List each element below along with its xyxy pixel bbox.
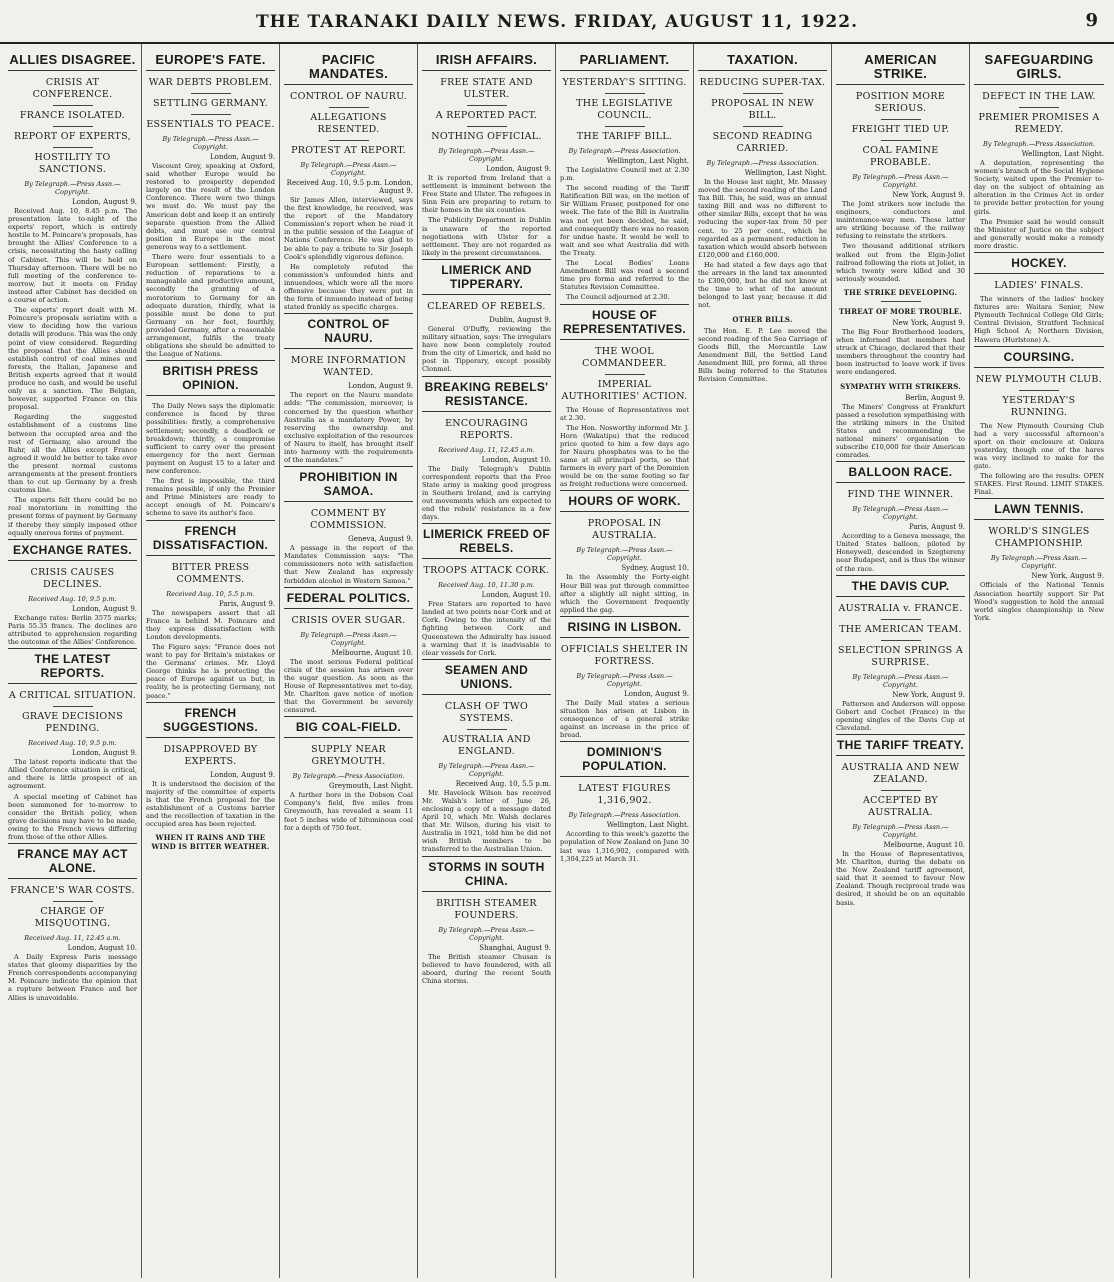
article-subhead: FRANCE ISOLATED. xyxy=(19,110,126,121)
article-location: Geneva, August 9. xyxy=(348,535,413,544)
article-paragraph: He had stated a few days ago that the arrears in the land tax amounted to £300,000, but he did not know at the time to what of the amount belonged to last year, because it did not. xyxy=(698,260,827,310)
article-location: New York, August 9. xyxy=(892,191,965,199)
article-paragraph: The Publicity Department in Dublin is unaware of the reported negotiations with Ulster for a settlement. They are not regarded as likely in the present circumstances. xyxy=(422,216,551,257)
article-dateline: By Telegraph.—Press Assn.—Copyright. xyxy=(852,173,949,189)
article-subhead: AUSTRALIA AND ENGLAND. xyxy=(442,733,531,757)
article-subhead: SUPPLY NEAR GREYMOUTH. xyxy=(311,744,386,768)
article-dateline: Received Aug. 10, 9.5 p.m. xyxy=(28,594,117,603)
article-paragraph: General O'Duffy, reviewing the military situation, says: The irregulars have now been completely routed from the city of Limerick, and held no post in Tipperary, except possibly Clonmel. xyxy=(422,324,551,374)
article-subhead: CHARGE OF MISQUOTING. xyxy=(34,906,111,930)
article-headline: THE LATEST REPORTS. xyxy=(8,648,137,684)
news-column xyxy=(418,44,556,1278)
article-dateline: By Telegraph.—Press Association. xyxy=(568,147,681,155)
article-location: London, August 10. xyxy=(67,944,137,953)
article-subhead: REDUCING SUPER-TAX. xyxy=(699,77,826,88)
article-paragraph: The newspapers assert that all France is behind M. Poincare and they express dissatisfaction with London developments. xyxy=(146,608,275,641)
article-paragraph: A passage in the report of the Mandates Commission says: "The commissioners note with satisfaction that New Zealand has expressly forbidden alcohol in Western Samoa." xyxy=(284,544,413,585)
divider-rule xyxy=(605,126,645,127)
article-headline: LIMERICK AND TIPPERARY. xyxy=(422,259,551,295)
article-subhead: HOSTILITY TO SANCTIONS. xyxy=(34,152,111,175)
article-paragraph: Regarding the suggested establishment of a customs line between the occupied area and the rest of Germany, also around the Ruhr, all the Allies except France agreed it would be better to take over the present normal customs arrangements at the present frontiers than to cut up Germany by a fresh customs line. xyxy=(8,413,137,495)
divider-rule xyxy=(53,901,93,902)
article-paragraph: The following are the results: OPEN STAKES. First Round. LIMIT STAKES. Final. xyxy=(974,472,1104,497)
article-subhead: CLEARED OF REBELS. xyxy=(427,300,546,312)
article-location: Shanghai, August 9. xyxy=(479,943,551,952)
article-paragraph: A further bore in the Dobson Coal Company's field, five miles from Greymouth, has revealed a seam 11 feet 5 inches wide of bituminous coal for a depth of 750 feet. xyxy=(284,791,413,832)
article-location: London, August 9. xyxy=(486,165,551,173)
article-subhead: MORE INFORMATION WANTED. xyxy=(290,355,407,379)
article-subhead: OTHER BILLS. xyxy=(732,314,793,324)
divider-rule xyxy=(53,126,93,127)
article-location: London, August 9. xyxy=(348,382,413,391)
article-dateline: By Telegraph.—Press Assn.—Copyright. xyxy=(300,161,397,177)
article-subhead: YESTERDAY'S RUNNING. xyxy=(1002,394,1076,418)
page-number: 9 xyxy=(1085,10,1098,31)
article-dateline: Received Aug. 10, 5.5 p.m. xyxy=(166,589,255,598)
article-paragraph: It is reported from Ireland that a settlement is imminent between the Free State and Ulster. The refugees in Sinn Fein are preparing to return to their homes in the six counties. xyxy=(422,174,551,215)
article-subhead: DISAPPROVED BY EXPERTS. xyxy=(163,743,258,767)
article-headline: COURSING. xyxy=(974,346,1104,368)
article-dateline: By Telegraph.—Press Assn.—Copyright. xyxy=(162,135,259,151)
article-subhead: COMMENT BY COMMISSION. xyxy=(310,508,387,532)
divider-rule xyxy=(467,105,507,106)
article-location: London, August 9. xyxy=(210,770,275,779)
article-dateline: By Telegraph.—Press Assn.—Copyright. xyxy=(852,823,949,839)
article-subhead: LATEST FIGURES 1,316,902. xyxy=(578,783,671,807)
article-dateline: Received Aug. 11, 12.45 a.m. xyxy=(438,445,535,454)
article-subhead: SELECTION SPRINGS A SURPRISE. xyxy=(838,644,963,668)
article-paragraph: The Council adjourned at 2.30. xyxy=(566,293,670,302)
divider-rule xyxy=(605,374,645,375)
news-column xyxy=(694,44,832,1278)
article-dateline: By Telegraph.—Press Association. xyxy=(983,140,1095,148)
article-paragraph: The Premier said he would consult the Minister of Justice on the subject and generally would make a remedy more drastic. xyxy=(974,217,1104,250)
article-paragraph: The Legislative Council met at 2.30 p.m. xyxy=(560,166,689,183)
divider-rule xyxy=(605,93,645,94)
article-location: London, August 9. xyxy=(72,749,137,758)
article-subhead: ACCEPTED BY AUSTRALIA. xyxy=(862,795,939,818)
article-paragraph: The Miners' Congress at Frankfurt passed a resolution sympathising with the striking miners in the United States and recommending the national miners' organisation to subscribe £10,000 for their American comrades. xyxy=(836,402,965,460)
article-paragraph: The New Plymouth Coursing Club had a very successful afternoon's sport on their enclosure at Oakura yesterday, though one of the hares was very inclined to make for the gate. xyxy=(974,421,1104,471)
article-location: London, August 9. xyxy=(210,153,275,161)
article-dateline: By Telegraph.—Press Assn.—Copyright. xyxy=(576,546,673,563)
article-dateline: By Telegraph.—Press Assn.—Copyright. xyxy=(852,505,949,522)
article-subhead: REPORT OF EXPERTS, xyxy=(14,131,131,142)
divider-rule xyxy=(329,140,369,141)
article-headline: FEDERAL POLITICS. xyxy=(284,587,413,609)
article-subhead: WHEN IT RAINS AND THE WIND IS BITTER WEATHER. xyxy=(151,833,270,852)
article-paragraph: Officials of the National Tennis Association heartily support Sir Pat Wood's suggestion to hold the annual world singles championship in New York. xyxy=(974,581,1104,622)
article-paragraph: The experts felt there could be no real moratorium in remitting the present forms of payment by Germany if thereby they simply imposed other equally onerous forms of payment. xyxy=(8,496,137,537)
article-headline: HOURS OF WORK. xyxy=(560,490,689,512)
divider-rule xyxy=(881,140,921,141)
article-location: London, August 9. xyxy=(72,198,137,206)
article-subhead: BITTER PRESS COMMENTS. xyxy=(171,561,250,585)
article-headline: TAXATION. xyxy=(698,50,827,71)
article-subhead: SECOND READING CARRIED. xyxy=(712,131,813,154)
article-location: London, August 9. xyxy=(624,689,689,698)
article-paragraph: The Hon. Nosworthy informed Mr. J. Horn (Wakatipu) that the reduced price quoted to him a few days ago for Nauru phosphates was to be the same at all principal ports, so that farmers in every part of the Dominion would be on the same footing so far as freight reductions were concerned. xyxy=(560,423,689,489)
article-location: Received Aug. 10, 9.5 p.m. London, August 9. xyxy=(286,179,413,195)
article-location: Paris, August 9. xyxy=(908,523,965,532)
article-dateline: By Telegraph.—Press Association. xyxy=(568,811,681,820)
article-subhead: PREMIER PROMISES A REMEDY. xyxy=(978,112,1100,135)
article-location: New York, August 9. xyxy=(892,690,965,699)
article-subhead: AUSTRALIA v. FRANCE. xyxy=(838,602,963,614)
article-subhead: FREIGHT TIED UP. xyxy=(851,124,950,135)
article-dateline: By Telegraph.—Press Assn.—Copyright. xyxy=(300,630,397,647)
article-subhead: YESTERDAY'S SITTING. xyxy=(562,77,687,88)
article-paragraph: The British steamer Chusan is believed to have foundered, with all aboard, during the recent South China storms. xyxy=(422,952,551,985)
article-subhead: NEW PLYMOUTH CLUB. xyxy=(975,373,1103,385)
article-headline: PARLIAMENT. xyxy=(560,50,689,71)
divider-rule xyxy=(881,640,921,641)
article-subhead: THE LEGISLATIVE COUNCIL. xyxy=(576,98,673,121)
article-subhead: WAR DEBTS PROBLEM. xyxy=(148,77,273,88)
article-paragraph: The Local Bodies' Loans Amendment Bill was read a second time pro forma and referred to the Statutes Revision Committee. xyxy=(560,259,689,292)
article-subhead: COAL FAMINE PROBABLE. xyxy=(862,145,939,168)
article-headline: RISING IN LISBON. xyxy=(560,616,689,638)
article-subhead: NOTHING OFFICIAL. xyxy=(431,131,542,142)
article-location: London, August 9. xyxy=(72,604,137,613)
article-headline: HOUSE OF REPRESENTATIVES. xyxy=(560,304,689,340)
article-subhead: CLASH OF TWO SYSTEMS. xyxy=(444,700,529,724)
article-paragraph: The House of Representatives met at 2.30. xyxy=(560,405,689,422)
article-headline: THE TARIFF TREATY. xyxy=(836,734,965,756)
article-headline: LIMERICK FREED OF REBELS. xyxy=(422,523,551,559)
article-dateline: By Telegraph.—Press Assn.—Copyright. xyxy=(24,180,121,196)
article-subhead: CRISIS OVER SUGAR. xyxy=(291,614,406,626)
article-location: Dublin, August 9. xyxy=(489,315,551,324)
article-paragraph: The Daily Mail states a serious situation has arisen at Lisbon in consequence of a general strike against an increase in the price of bread. xyxy=(560,698,689,740)
article-location: Wellington, Last Night. xyxy=(1021,150,1104,158)
divider-rule xyxy=(467,729,507,730)
divider-rule xyxy=(191,93,231,94)
divider-rule xyxy=(1019,107,1059,108)
article-headline: AMERICAN STRIKE. xyxy=(836,50,965,85)
article-paragraph: The second reading of the Tariff Ratification Bill was, on the motion of Sir William Fraser, postponed for one week. The fate of the Bill in Australia was not yet been decided, he said, and consequently there was no reason for undue haste. It would be well to wait and see what Australia did with the Treaty. xyxy=(560,184,689,257)
article-subhead: TROOPS ATTACK CORK. xyxy=(423,565,550,577)
article-dateline: Received Aug. 11, 12.45 a.m. xyxy=(24,934,121,943)
article-paragraph: Mr. Havelock Wilson has received Mr. Walsh's letter of June 26, enclosing a copy of a message dated April 10, which Mr. Walsh declares that Mr. Wilson, during his visit to Australia in 1921, told him he did not wish British members to be transferred to the Australian Union. xyxy=(422,788,551,854)
article-dateline: By Telegraph.—Press Assn.—Copyright. xyxy=(990,554,1088,571)
article-headline: PACIFIC MANDATES. xyxy=(284,50,413,85)
newspaper-title: THE TARANAKI DAILY NEWS. FRIDAY, AUGUST 11, 1922. xyxy=(255,12,859,32)
article-headline: STORMS IN SOUTH CHINA. xyxy=(422,856,551,892)
article-paragraph: The Daily News says the diplomatic conference is faced by three possibilities: firstly, a comprehensive settlement; secondly, a deadlock or breakdown; thirdly, a compromise sufficient to carry over the present emergency for the next German payment on August 15 to a later and new conference. xyxy=(146,402,275,475)
article-location: New York, August 9. xyxy=(892,318,965,327)
article-subhead: SETTLING GERMANY. xyxy=(152,98,269,109)
divider-rule xyxy=(881,619,921,620)
divider-rule xyxy=(881,301,921,302)
article-paragraph: The Hon. E. P. Lee moved the second reading of the Sea Carriage of Goods Bill, the Mercantile Law Amendment Bill, the Settled Land Amendment Bill, pro forma, all three Bills being referred to the Statutes Revision Committee. xyxy=(698,326,827,384)
article-headline: LAWN TENNIS. xyxy=(974,498,1104,520)
article-paragraph: A special meeting of Cabinet has been summoned for to-morrow to consider the British policy, when grave decisions may have to be made, owing to the French views differing from those of the other Allies. xyxy=(8,792,137,841)
article-paragraph: He completely refuted the commission's unfounded hints and innuendoes, which were all the more offensive because they were put in the form of innuendo instead of being stated frankly as specific charges. xyxy=(284,262,413,312)
divider-rule xyxy=(881,790,921,791)
article-subhead: IMPERIAL AUTHORITIES' ACTION. xyxy=(561,378,688,402)
article-paragraph: There were four essentials to a European settlement: Firstly, a reduction of reparations to a manageable and productive amount, secondly the granting of a moratorium to Germany for an adequate duration, thirdly, what is possible must be done to put Germany on her feet, fourthly, provided Germany, after a reasonable arrangement, fulfils the treaty obligations she should be admitted to the League of Nations. xyxy=(146,253,275,359)
article-paragraph: The first is impossible, the third remains possible, if only the Premier and Prime Ministers are ready to accept enough of M. Poincare's scheme to save its author's face. xyxy=(146,477,275,518)
article-location: London, August 10. xyxy=(481,591,551,600)
article-subhead: FREE STATE AND ULSTER. xyxy=(440,77,533,100)
article-location: Melbourne, August 10. xyxy=(883,841,965,849)
article-subhead: WORLD'S SINGLES CHAMPIONSHIP. xyxy=(988,526,1090,550)
masthead xyxy=(0,0,1114,44)
article-subhead: ENCOURAGING REPORTS. xyxy=(445,417,528,441)
article-paragraph: Free Staters are reported to have landed at two points near Cork and at Cork. Owing to the intensity of the fighting between Cork and Queenstown the Admiralty has issued a warning that it is inadvisable to clear vessels for Cork. xyxy=(422,600,551,657)
article-subhead: THE TARIFF BILL. xyxy=(576,131,673,142)
divider-rule xyxy=(743,126,783,127)
article-paragraph: Two thousand additional strikers walked out from the Elgin-Joliet railroad following the riots at Joliet, in which twenty were killed and 30 seriously wounded. xyxy=(836,242,965,283)
article-paragraph: According to this week's gazette the population of New Zealand on June 30 last was 1,316,902, compared with 1,304,225 at March 31. xyxy=(560,830,689,863)
article-headline: EUROPE'S FATE. xyxy=(146,50,275,71)
article-dateline: By Telegraph.—Press Assn.—Copyright. xyxy=(576,671,673,688)
article-headline: PROHIBITION IN SAMOA. xyxy=(284,466,413,502)
article-subhead: PROTEST AT REPORT. xyxy=(291,145,406,156)
article-location: Melbourne, August 10. xyxy=(331,648,413,657)
article-location: Wellington, Last Night. xyxy=(606,821,689,830)
article-paragraph: The report on the Nauru mandate adds: "The commission, moreover, is concerned by the question whether Australia as a mandatory Power, by reserving the ownership and exclusive exploitation of the resources of Nauru to itself, has brought itself into harmony with the requirements of the mandates." xyxy=(284,391,413,465)
article-headline: EXCHANGE RATES. xyxy=(8,539,137,561)
article-subhead: PROPOSAL IN AUSTRALIA. xyxy=(587,518,662,542)
article-subhead: THE WOOL COMMANDEER. xyxy=(582,345,667,369)
article-headline: BRITISH PRESS OPINION. xyxy=(146,360,275,396)
news-column xyxy=(142,44,280,1278)
divider-rule xyxy=(53,105,93,106)
article-subhead: FIND THE WINNER. xyxy=(847,489,954,501)
article-paragraph: In the House last night, Mr. Massey moved the second reading of the Land Tax Bill. This, he said, was an annual taxing Bill and was no different to other similar Bills, except that he was reducing the super-tax from 50 per cent. to 25 per cent., which he regarded as a permanent reduction in taxation which would absorb between £120,000 and £160,000. xyxy=(698,178,827,259)
article-headline: FRENCH SUGGESTIONS. xyxy=(146,702,275,738)
article-headline: BALLOON RACE. xyxy=(836,461,965,483)
article-headline: FRANCE MAY ACT ALONE. xyxy=(8,843,137,879)
divider-rule xyxy=(53,706,93,707)
article-subhead: CONTROL OF NAURU. xyxy=(290,91,407,102)
article-subhead: THE AMERICAN TEAM. xyxy=(839,623,962,635)
article-paragraph: A deputation, representing the women's branch of the Social Hygiene Society, waited upon the Premier to-day on the subject of obtaining an alteration in the Crimes Act in order to provide better protection for young girls. xyxy=(974,159,1104,216)
divider-rule xyxy=(329,107,369,108)
article-dateline: By Telegraph.—Press Assn.—Copyright. xyxy=(438,147,535,163)
article-headline: BIG COAL-FIELD. xyxy=(284,716,413,738)
article-subhead: ESSENTIALS TO PEACE. xyxy=(146,119,275,130)
article-location: Wellington, Last Night. xyxy=(744,169,827,177)
article-subhead: AUSTRALIA AND NEW ZEALAND. xyxy=(841,762,960,785)
article-location: Wellington, Last Night. xyxy=(606,157,689,165)
divider-rule xyxy=(1019,390,1059,391)
article-subhead: SYMPATHY WITH STRIKERS. xyxy=(840,381,961,391)
article-paragraph: In the House of Representatives, Mr. Charlton, during the debate on the New Zealand tariff agreement, said that it seemed to favour New Zealand. Though reciprocal trade was desired, it should be on an equitable basis. xyxy=(836,850,965,907)
article-dateline: Received Aug. 10, 11.30 p.m. xyxy=(438,581,535,590)
article-location: Sydney, August 10. xyxy=(621,564,689,573)
article-subhead: THREAT OF MORE TROUBLE. xyxy=(838,306,963,316)
article-subhead: A CRITICAL SITUATION. xyxy=(8,690,137,702)
divider-rule xyxy=(53,147,93,148)
article-paragraph: A Daily Express Paris message states that gloomy disparities by the French correspondents accompanying M. Poincare indicate the opinion that a rupture between France and her Allies is unavoidable. xyxy=(8,953,137,1002)
divider-rule xyxy=(191,114,231,115)
article-paragraph: Received Aug. 10, 8.45 p.m. The presentation late to-night of the experts' report, which is entirely hostile to M. Poincare's proposals, has brought the Allies' Conference to a crisis, necessitating the hasty calling of Cabinet. This will be held on Thursday afternoon. There will be no full meeting of the conference to-morrow, but it meets on Friday instead after Cabinet has decided on a course of action. xyxy=(8,207,137,305)
article-paragraph: The winners of the ladies' hockey fixtures are: Waitara Senior, New Plymouth Technical College Old Girls; Central Division, Stratford Technical High School A; Northern Division, Hawera (Hurlstone) A. xyxy=(974,295,1104,344)
article-paragraph: The Daily Telegraph's Dublin correspondent reports that the Free State army is making good progress in Southern Ireland, and is carrying out movements which are expected to end the rebels' resistance in a few days. xyxy=(422,464,551,522)
article-location: Received Aug. 10, 5.5 p.m. xyxy=(455,779,551,788)
article-location: New York, August 9. xyxy=(1031,572,1104,581)
article-paragraph: Viscount Grey, speaking at Oxford, said whether Europe would be restored to prosperity depended largely on the result of the London Conference. There were two things we must do. We must pay the American debt and keep it an entirely separate question from the Allied debts, and must use our central position in Europe in the most generous way to a settlement. xyxy=(146,162,275,251)
article-paragraph: In the Assembly the Forty-eight Hour Bill was put through committee after a slightly all night sitting, in which the Government frequently applied the gag. xyxy=(560,573,689,614)
article-headline: ALLIES DISAGREE. xyxy=(8,50,137,71)
article-paragraph: Exchange rates: Berlin 3575 marks; Paris 55.35 francs. The declines are attributed to apprehension regarding the outcome of the Allies' Conference. xyxy=(8,613,137,647)
article-subhead: BRITISH STEAMER FOUNDERS. xyxy=(436,897,537,921)
article-headline: THE DAVIS CUP. xyxy=(836,575,965,597)
news-column xyxy=(556,44,694,1278)
article-paragraph: Patterson and Anderson will oppose Gobert and Cochet (France) in the opening singles of the Davis Cup at Cleveland. xyxy=(836,699,965,732)
article-paragraph: According to a Geneva message, the United States balloon, piloted by Honeywell, descended in Szegtereny near Budapest, and is thus the winner of the race. xyxy=(836,532,965,573)
article-paragraph: The Figaro says: "France does not want to pay for Britain's mistakes or the Germans' crimes. Mr. Lloyd George thinks he is protecting the peace of Europe against us but, in reality, he is protecting Germany, not peace." xyxy=(146,642,275,700)
article-subhead: THE STRIKE DEVELOPING. xyxy=(843,287,958,297)
article-subhead: PROPOSAL IN NEW BILL. xyxy=(711,98,814,121)
article-subhead: LADIES' FINALS. xyxy=(994,280,1084,292)
article-subhead: CRISIS CAUSES DECLINES. xyxy=(30,566,115,590)
article-subhead: CRISIS AT CONFERENCE. xyxy=(32,77,113,100)
article-subhead: FRANCE'S WAR COSTS. xyxy=(10,885,135,897)
article-headline: SEAMEN AND UNIONS. xyxy=(422,659,551,695)
article-paragraph: It is understood the decision of the majority of the committee of experts is that the French proposal for the establishment of a Customs barrier and the recollection of taxation in the occupied area has been rejected. xyxy=(146,779,275,829)
article-subhead: A REPORTED PACT. xyxy=(435,110,538,121)
article-dateline: Received Aug. 10, 9.5 p.m. xyxy=(28,739,117,748)
article-subhead: GRAVE DECISIONS PENDING. xyxy=(22,711,123,735)
article-subhead: DEFECT IN THE LAW. xyxy=(982,91,1096,102)
article-subhead: OFFICIALS SHELTER IN FORTRESS. xyxy=(560,643,689,667)
news-column xyxy=(970,44,1108,1278)
article-paragraph: The Joint strikers now include the engineers, conductors and maintenance-way men. These latter are striking because of the railway refusing to reinstate the strikers. xyxy=(836,200,965,241)
article-dateline: By Telegraph.—Press Assn.—Copyright. xyxy=(438,761,535,778)
article-paragraph: The latest reports indicate that the Allied Conference situation is critical, and there is little prospect of an agreement. xyxy=(8,758,137,791)
article-location: Berlin, August 9. xyxy=(905,393,965,402)
article-subhead: ALLEGATIONS RESENTED. xyxy=(310,112,387,135)
article-headline: IRISH AFFAIRS. xyxy=(422,50,551,71)
article-headline: CONTROL OF NAURU. xyxy=(284,313,413,349)
article-paragraph: The experts' report dealt with M. Poincare's proposals seriatim with a view to deciding how the various details will produce. This was the only point of view considered. Regarding the proposal that the Allies should establish control of coal mines and forests, the Italian, Japanese and British experts agreed that it would produce no cash, and would be useful only as a sanction. The Belgian, however, supported France on this proposal. xyxy=(8,306,137,412)
article-location: London, August 10. xyxy=(481,455,551,464)
article-headline: DOMINION'S POPULATION. xyxy=(560,741,689,777)
article-paragraph: The Big Four Brotherhood leaders, when informed that members had struck at Chicago, declared that their members throughout the country had been instructed to leave work if lives were endangered. xyxy=(836,327,965,377)
article-headline: SAFEGUARDING GIRLS. xyxy=(974,50,1104,85)
article-paragraph: The most serious Federal political crisis of the session has arisen over the sugar question. As soon as the House of Representatives met to-day, Mr. Charlton gave notice of motion that the Government be severely censured. xyxy=(284,657,413,715)
article-headline: HOCKEY. xyxy=(974,252,1104,274)
columns-container xyxy=(4,44,1110,1278)
article-paragraph: Sir James Allen, interviewed, says the first knowledge, he received, was the report of the Mandatory Commission's report when he read it in the public session of the League of Nations Conference. He was glad to be able to pay a tribute to Sir Joseph Cook's splendidly vigorous defence. xyxy=(284,196,413,261)
article-dateline: By Telegraph.—Press Assn.—Copyright. xyxy=(852,672,949,689)
article-location: Greymouth, Last Night. xyxy=(328,782,413,791)
article-location: Paris, August 9. xyxy=(218,599,275,608)
article-subhead: POSITION MORE SERIOUS. xyxy=(855,91,946,114)
divider-rule xyxy=(743,93,783,94)
article-dateline: By Telegraph.—Press Association. xyxy=(292,772,405,781)
news-column xyxy=(280,44,418,1278)
divider-rule xyxy=(467,126,507,127)
divider-rule xyxy=(881,119,921,120)
article-headline: BREAKING REBELS' RESISTANCE. xyxy=(422,376,551,412)
article-dateline: By Telegraph.—Press Association. xyxy=(706,159,819,167)
news-column xyxy=(832,44,970,1278)
article-dateline: By Telegraph.—Press Assn.—Copyright. xyxy=(438,925,535,942)
news-column xyxy=(4,44,142,1278)
article-headline: FRENCH DISSATISFACTION. xyxy=(146,520,275,556)
